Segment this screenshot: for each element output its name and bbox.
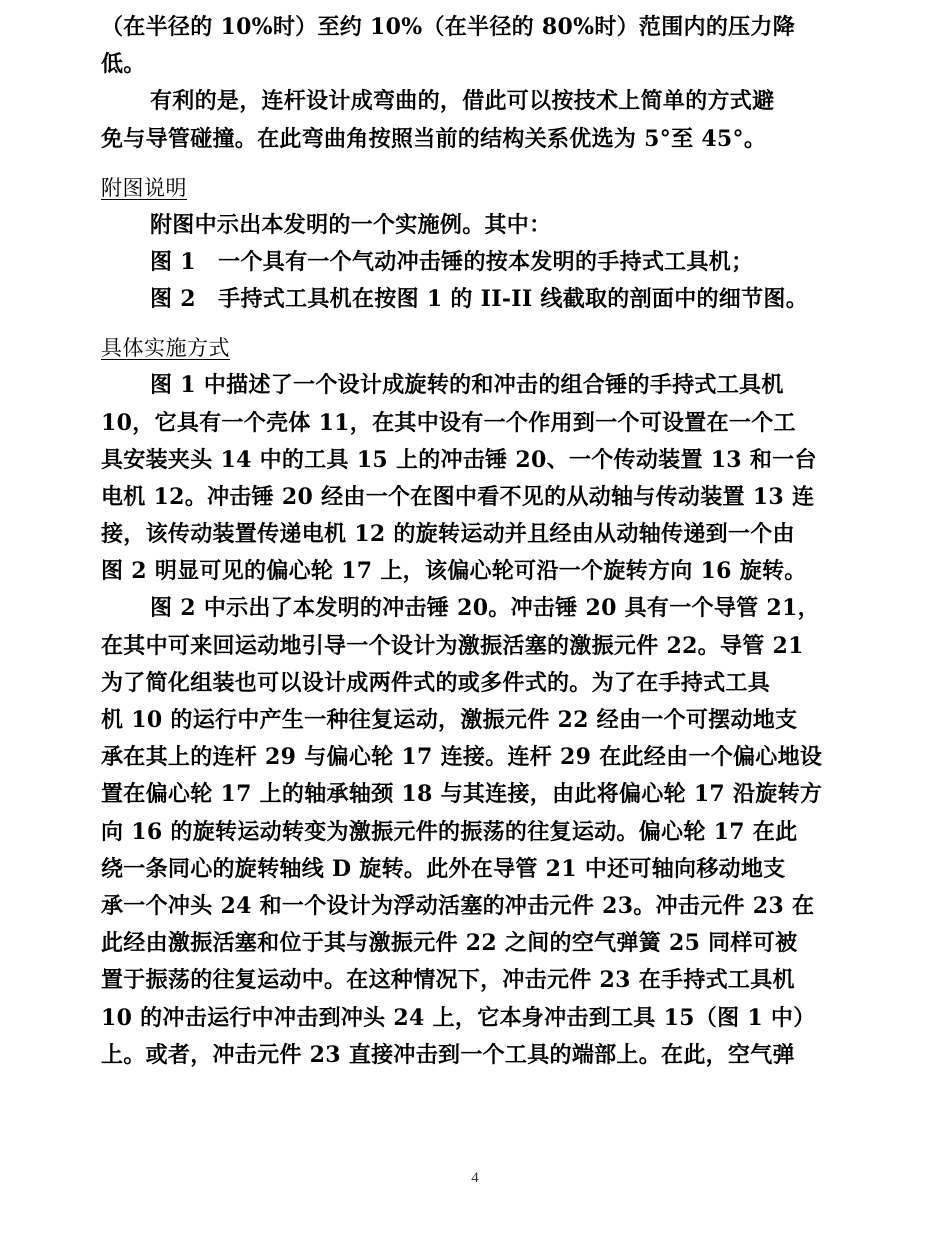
text-line: 图 1 中描述了一个设计成旋转的和冲击的组合锤的手持式工具机 [150, 372, 784, 399]
text-line: 接，该传动装置传递电机 12 的旋转运动并且经由从动轴传递到一个由 [101, 521, 795, 548]
embodiment-paragraph-1 [101, 367, 861, 590]
text-line: 10 的冲击运行中冲击到冲头 24 上，它本身冲击到工具 15（图 1 中） [101, 1004, 816, 1031]
text-line: 置于振荡的往复运动中。在这种情况下，冲击元件 23 在手持式工具机 [101, 967, 795, 994]
text-line: 电机 12。冲击锤 20 经由一个在图中看不见的从动轴与传动装置 13 连 [101, 483, 815, 510]
text-line: 机 10 的运行中产生一种往复运动，激振元件 22 经由一个可摆动地支 [101, 707, 798, 733]
text-line: 承在其上的连杆 29 与偏心轮 17 连接。连杆 29 在此经由一个偏心地设 [101, 744, 823, 771]
document-page [101, 9, 861, 1074]
figures-intro: 附图中示出本发明的一个实施例。其中： [150, 211, 552, 238]
figures-heading-text: 附图说明 [101, 175, 187, 200]
intro-paragraph [101, 9, 861, 83]
text-line: 此经由激振活塞和位于其与激振元件 22 之间的空气弹簧 25 同样可被 [101, 930, 798, 957]
text-line: 有利的是，连杆设计成弯曲的，借此可以按技术上简单的方式避 [150, 88, 775, 115]
figure-2-caption: 图 2 手持式工具机在按图 1 的 II-II 线截取的剖面中的细节图。 [150, 286, 809, 313]
figures-list [101, 207, 861, 319]
figures-heading [101, 170, 861, 207]
text-line: 具安装夹头 14 中的工具 15 上的冲击锤 20、一个传动装置 13 和一台 [101, 446, 817, 473]
text-line: 免与导管碰撞。在此弯曲角按照当前的结构关系优选为 5°至 45°。 [101, 125, 767, 152]
text-line: 图 2 明显可见的偏心轮 17 上，该偏心轮可沿一个旋转方向 16 旋转。 [101, 558, 807, 585]
text-line: 绕一条同心的旋转轴线 D 旋转。此外在导管 21 中还可轴向移动地支 [101, 855, 786, 882]
text-line: （在半径的 10%时）至约 10%（在半径的 80%时）范围内的压力降 [101, 14, 796, 40]
text-line: 为了简化组装也可以设计成两件式的或多件式的。为了在手持式工具 [101, 669, 771, 696]
figure-1-caption: 图 1 一个具有一个气动冲击锤的按本发明的手持式工具机； [150, 248, 754, 275]
text-line: 承一个冲头 24 和一个设计为浮动活塞的冲击元件 23。冲击元件 23 在 [101, 892, 815, 919]
text-line: 向 16 的旋转运动转变为激振元件的振荡的往复运动。偏心轮 17 在此 [101, 818, 798, 845]
page-number: 4 [471, 1170, 479, 1186]
embodiment-heading [101, 330, 861, 367]
embodiment-paragraph-2 [101, 590, 861, 1073]
text-line: 上。或者，冲击元件 23 直接冲击到一个工具的端部上。在此，空气弹 [101, 1041, 795, 1068]
text-line: 置在偏心轮 17 上的轴承轴颈 18 与其连接，由此将偏心轮 17 沿旋转方 [101, 781, 823, 808]
text-line: 低。 [101, 51, 146, 78]
advantage-paragraph [101, 83, 861, 157]
text-line: 10，它具有一个壳体 11，在其中设有一个作用到一个可设置在一个工 [101, 409, 796, 436]
embodiment-heading-text: 具体实施方式 [101, 336, 230, 361]
text-line: 在其中可来回运动地引导一个设计为激振活塞的激振元件 22。导管 21 [101, 632, 804, 659]
text-line: 图 2 中示出了本发明的冲击锤 20。冲击锤 20 具有一个导管 21， [150, 595, 820, 622]
